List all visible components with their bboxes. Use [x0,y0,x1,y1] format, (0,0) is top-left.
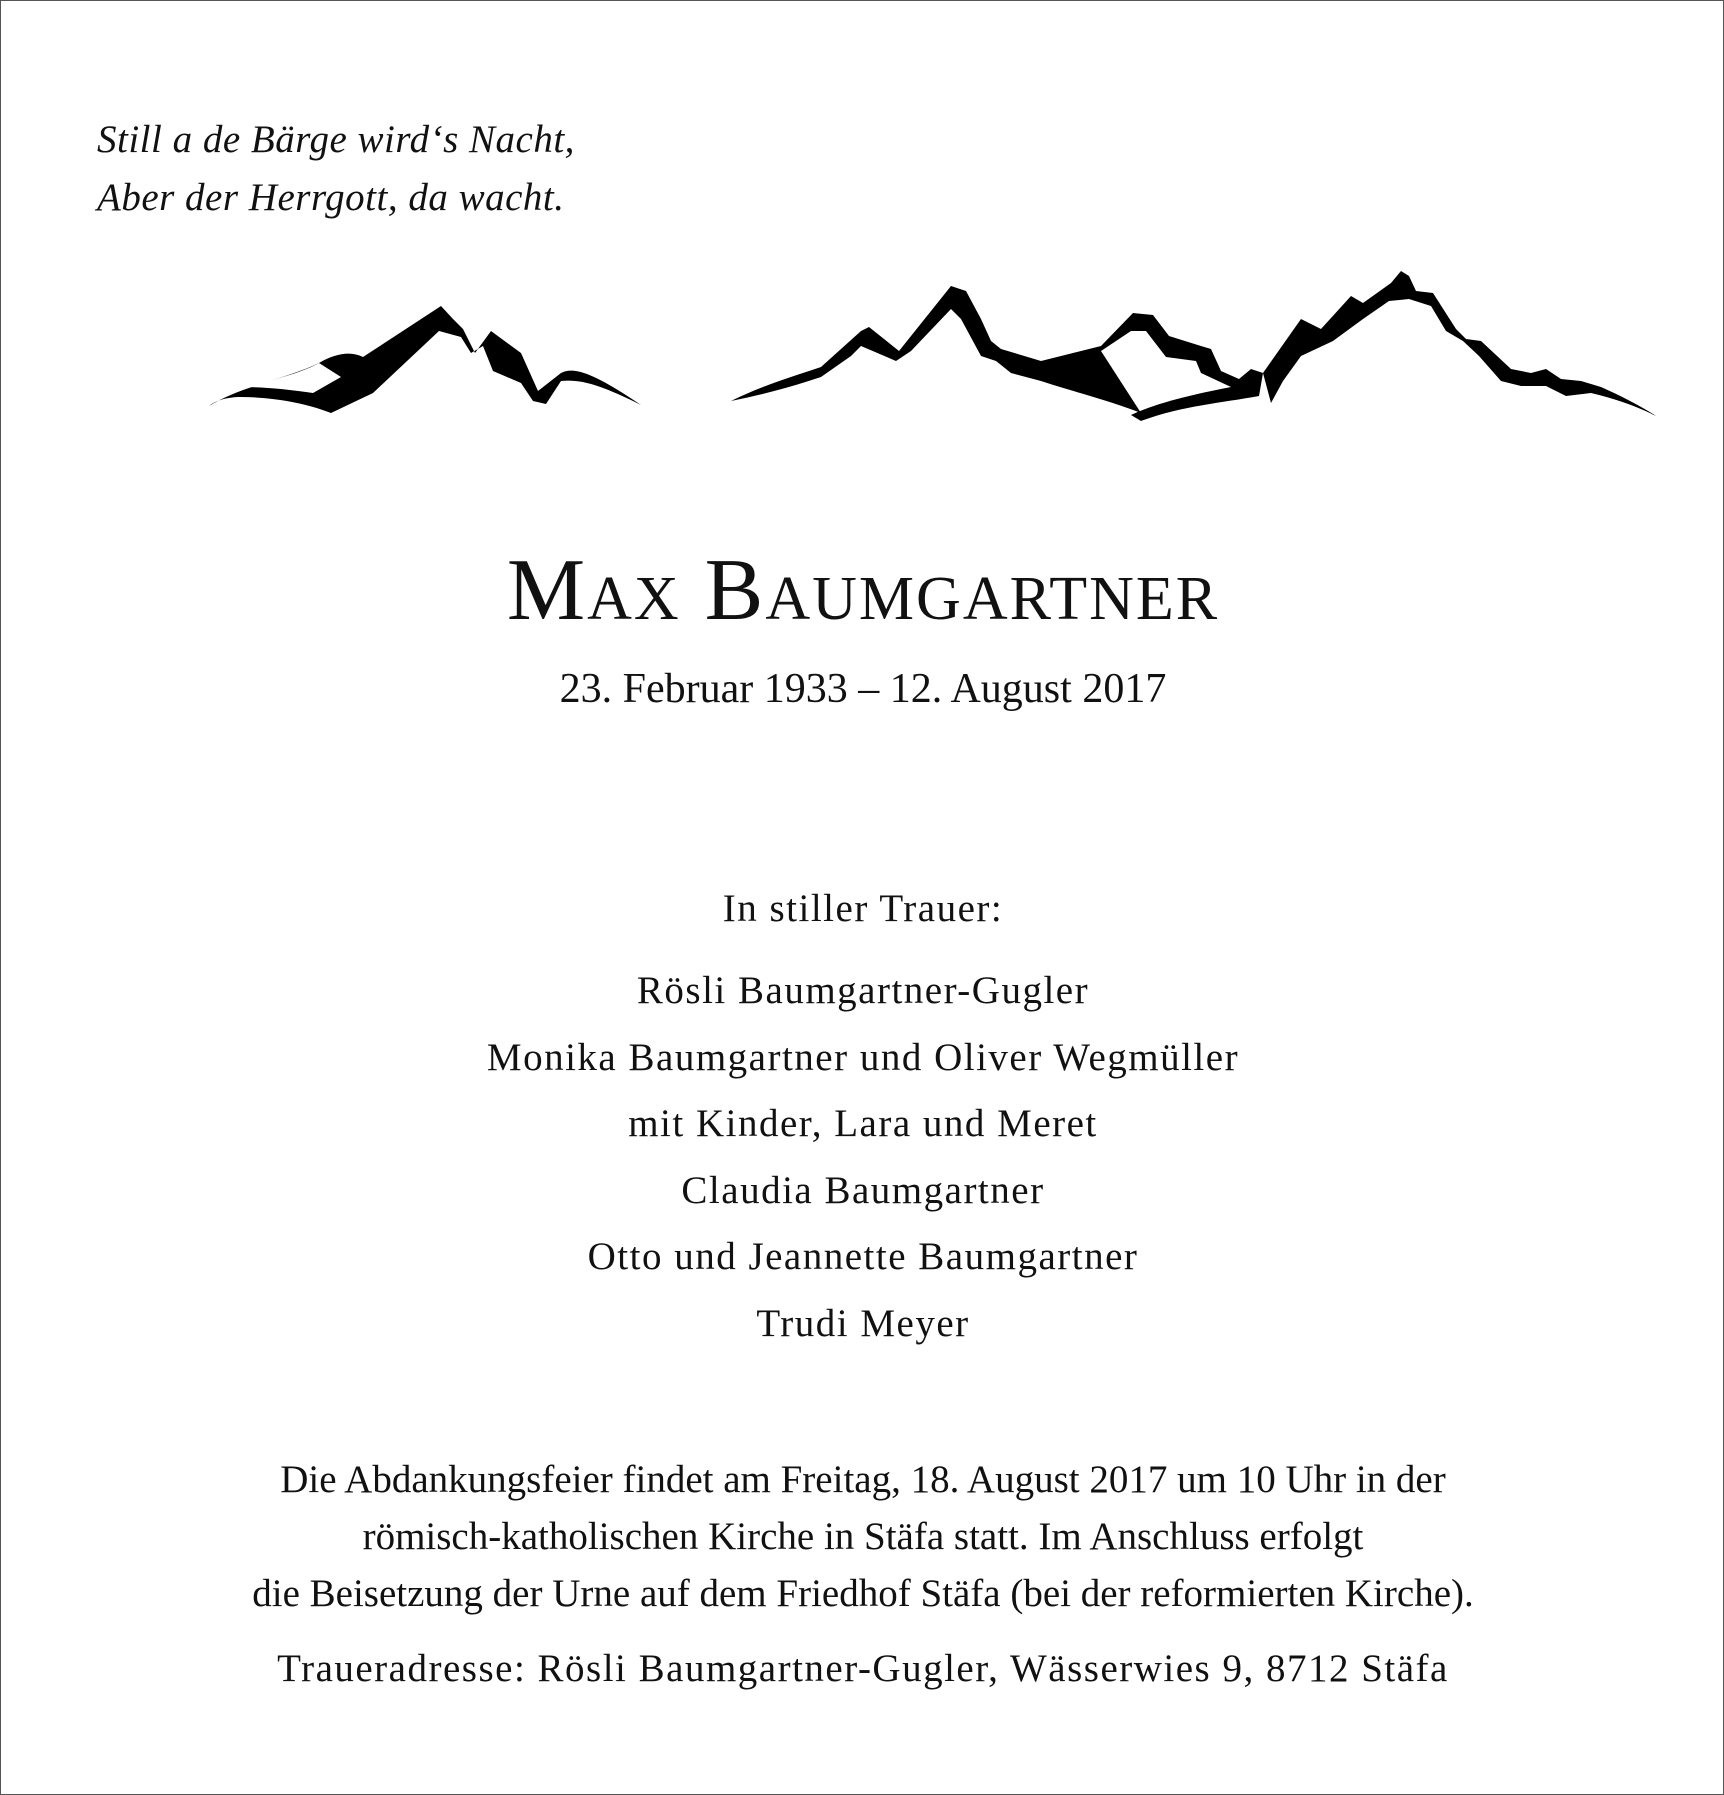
ceremony-line: römisch-katholischen Kirche in Stäfa statt. Im Anschluss erfolgt [362,1515,1364,1558]
deceased-name: Max Baumgartner [506,542,1220,639]
family-member: Claudia Baumgartner [681,1168,1045,1212]
mountain-right-range [1263,271,1656,416]
family-member: Otto und Jeannette Baumgartner [587,1235,1139,1278]
motto-line-1: Still a de Bärge wird‘s Nacht, [97,118,575,161]
family-list [1,958,1724,1357]
family-member: Trudi Meyer [756,1301,970,1345]
family-member: Rösli Baumgartner-Gugler [636,969,1090,1012]
motto-line-2: Aber der Herrgott, da wacht. [97,176,565,219]
ceremony-line: die Beisetzung der Urne auf dem Friedhof Stäfa (bei der reformierten Kirche). [252,1572,1474,1615]
ceremony-line: Die Abdankungsfeier findet am Freitag, 18. August 2017 um 10 Uhr in der [280,1458,1446,1501]
ceremony-notice [1,1451,1724,1622]
family-member: Monika Baumgartner und Oliver Wegmüller [486,1035,1240,1079]
mountain-left-range [209,306,641,413]
mountain-silhouette-icon [1,1,1724,461]
life-dates: 23. Februar 1933 – 12. August 2017 [559,666,1167,712]
mourning-title: In stiller Trauer: [722,887,1004,930]
mourning-address: Traueradresse: Rösli Baumgartner-Gugler, Wässerwies 9, 8712 Stäfa [277,1647,1449,1690]
mountain-middle-range [731,286,1263,421]
family-member: mit Kinder, Lara und Meret [628,1102,1098,1145]
